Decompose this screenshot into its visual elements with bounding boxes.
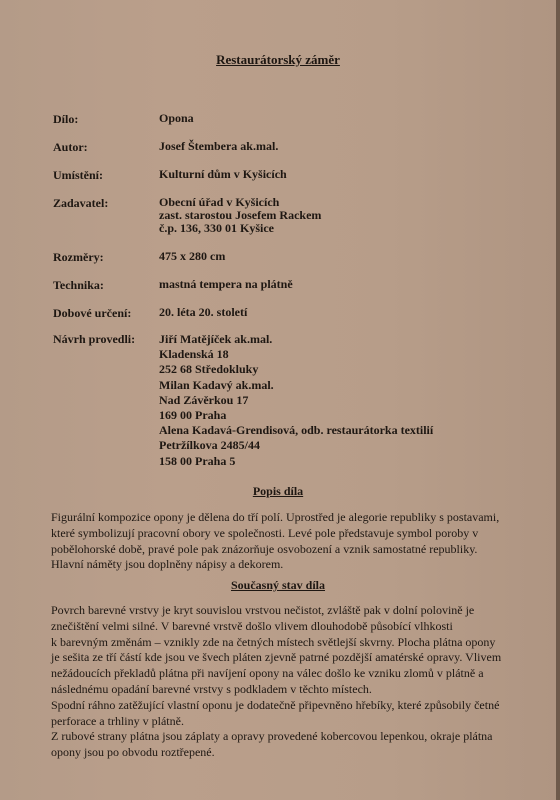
value-line: Nad Závěrkou 17 xyxy=(159,392,249,407)
document-title: Restaurátorský záměr xyxy=(216,52,340,67)
value-line: 20. léta 20. století xyxy=(159,305,248,319)
value-line: Josef Štembera ak.mal. xyxy=(159,139,279,153)
field-value xyxy=(159,168,287,181)
value-line: Obecní úřad v Kyšicích xyxy=(159,195,280,209)
field-value xyxy=(159,278,293,291)
value-line: 252 68 Středokluky xyxy=(159,362,259,377)
field-value xyxy=(159,250,225,263)
value-line: Opona xyxy=(159,111,194,125)
page-edge-shadow xyxy=(556,0,560,800)
paragraph-line: Z rubové strany plátna jsou záplaty a opravy provedené kobercovou lepenkou, okraje plátna xyxy=(51,729,493,744)
value-line: zast. starostou Josefem Rackem xyxy=(159,208,322,222)
paragraph-line: je sešita ze tří částí kde jsou ve švech pláten zjevně patrné pozdější amatérské opravy. Vlivem xyxy=(51,650,502,665)
description-paragraph xyxy=(51,510,503,573)
value-line: č.p. 136, 330 01 Kyšice xyxy=(159,221,274,235)
paragraph-line: Spodní ráhno zatěžující vlastní oponu je dodatečně připevněno hřebíky, které způsobily četné xyxy=(51,697,500,712)
value-line: mastná tempera na plátně xyxy=(159,277,293,291)
field-value xyxy=(159,112,194,125)
paragraph-line: které symbolizují pracovní obory ve společnosti. Levé pole představuje symbol poroby v xyxy=(51,525,479,540)
paragraph-line: opony jsou po obvodu roztřepené. xyxy=(51,745,215,760)
paragraph-line: Povrch barevné vrstvy je kryt souvislou vrstvou nečistot, zvláště pak v dolní polovině je xyxy=(51,603,475,617)
section-heading-condition: Současný stav díla xyxy=(230,578,326,592)
field-value xyxy=(159,306,247,319)
field-label: Rozměry: xyxy=(53,250,104,264)
value-line: 169 00 Praha xyxy=(159,408,227,423)
field-label: Autor: xyxy=(53,140,88,154)
condition-paragraph xyxy=(51,603,503,761)
field-label: Dílo: xyxy=(53,112,79,126)
value-line: Kulturní dům v Kyšicích xyxy=(159,167,287,181)
value-line: Kladenská 18 xyxy=(159,347,229,362)
paragraph-line: znečištění velmi silné. V barevné vrstvě došlo vlivem dlouhodobě působící vlhkosti xyxy=(51,618,453,633)
paragraph-line: pobělohorské době, pravé pole pak znázorňuje osvobození a vznik samostatné republiky. xyxy=(51,541,478,556)
value-line: Petržílkova 2485/44 xyxy=(159,438,260,453)
value-line: 475 x 280 cm xyxy=(159,249,226,263)
field-value xyxy=(159,196,321,235)
field-value xyxy=(159,332,433,469)
paragraph-line: Hlavní náměty jsou doplněny nápisy a dekorem. xyxy=(51,557,284,572)
paragraph-line: nežádoucích překladů plátna při navíjení opony na válec došlo ke vzniku zlomů v plátně a xyxy=(51,666,484,681)
field-label: Umístění: xyxy=(53,168,103,182)
paragraph-line: následnému opadání barevné vrstvy s podkladem v těchto místech. xyxy=(51,681,372,696)
value-line: Milan Kadavý ak.mal. xyxy=(159,377,274,392)
paragraph-line: k barevným změnám – vznikly zde na četných místech světlejší skvrny. Plocha plátna opony xyxy=(51,634,496,649)
value-line: Alena Kadavá-Grendisová, odb. restaurátorka textilií xyxy=(159,423,434,438)
field-label: Návrh provedli: xyxy=(53,332,136,346)
field-value xyxy=(159,140,278,153)
paragraph-line: perforace a trhliny v plátně. xyxy=(51,713,184,728)
section-heading-description: Popis díla xyxy=(252,484,304,498)
value-line: 158 00 Praha 5 xyxy=(159,453,236,468)
paragraph-line: Figurální kompozice opony je dělena do tří polí. Uprostřed je alegorie republiky s postavami, xyxy=(51,510,500,524)
field-label: Technika: xyxy=(53,278,104,292)
value-line: Jiří Matějíček ak.mal. xyxy=(159,332,273,346)
field-label: Dobové určení: xyxy=(53,306,132,320)
field-label: Zadavatel: xyxy=(53,196,109,210)
